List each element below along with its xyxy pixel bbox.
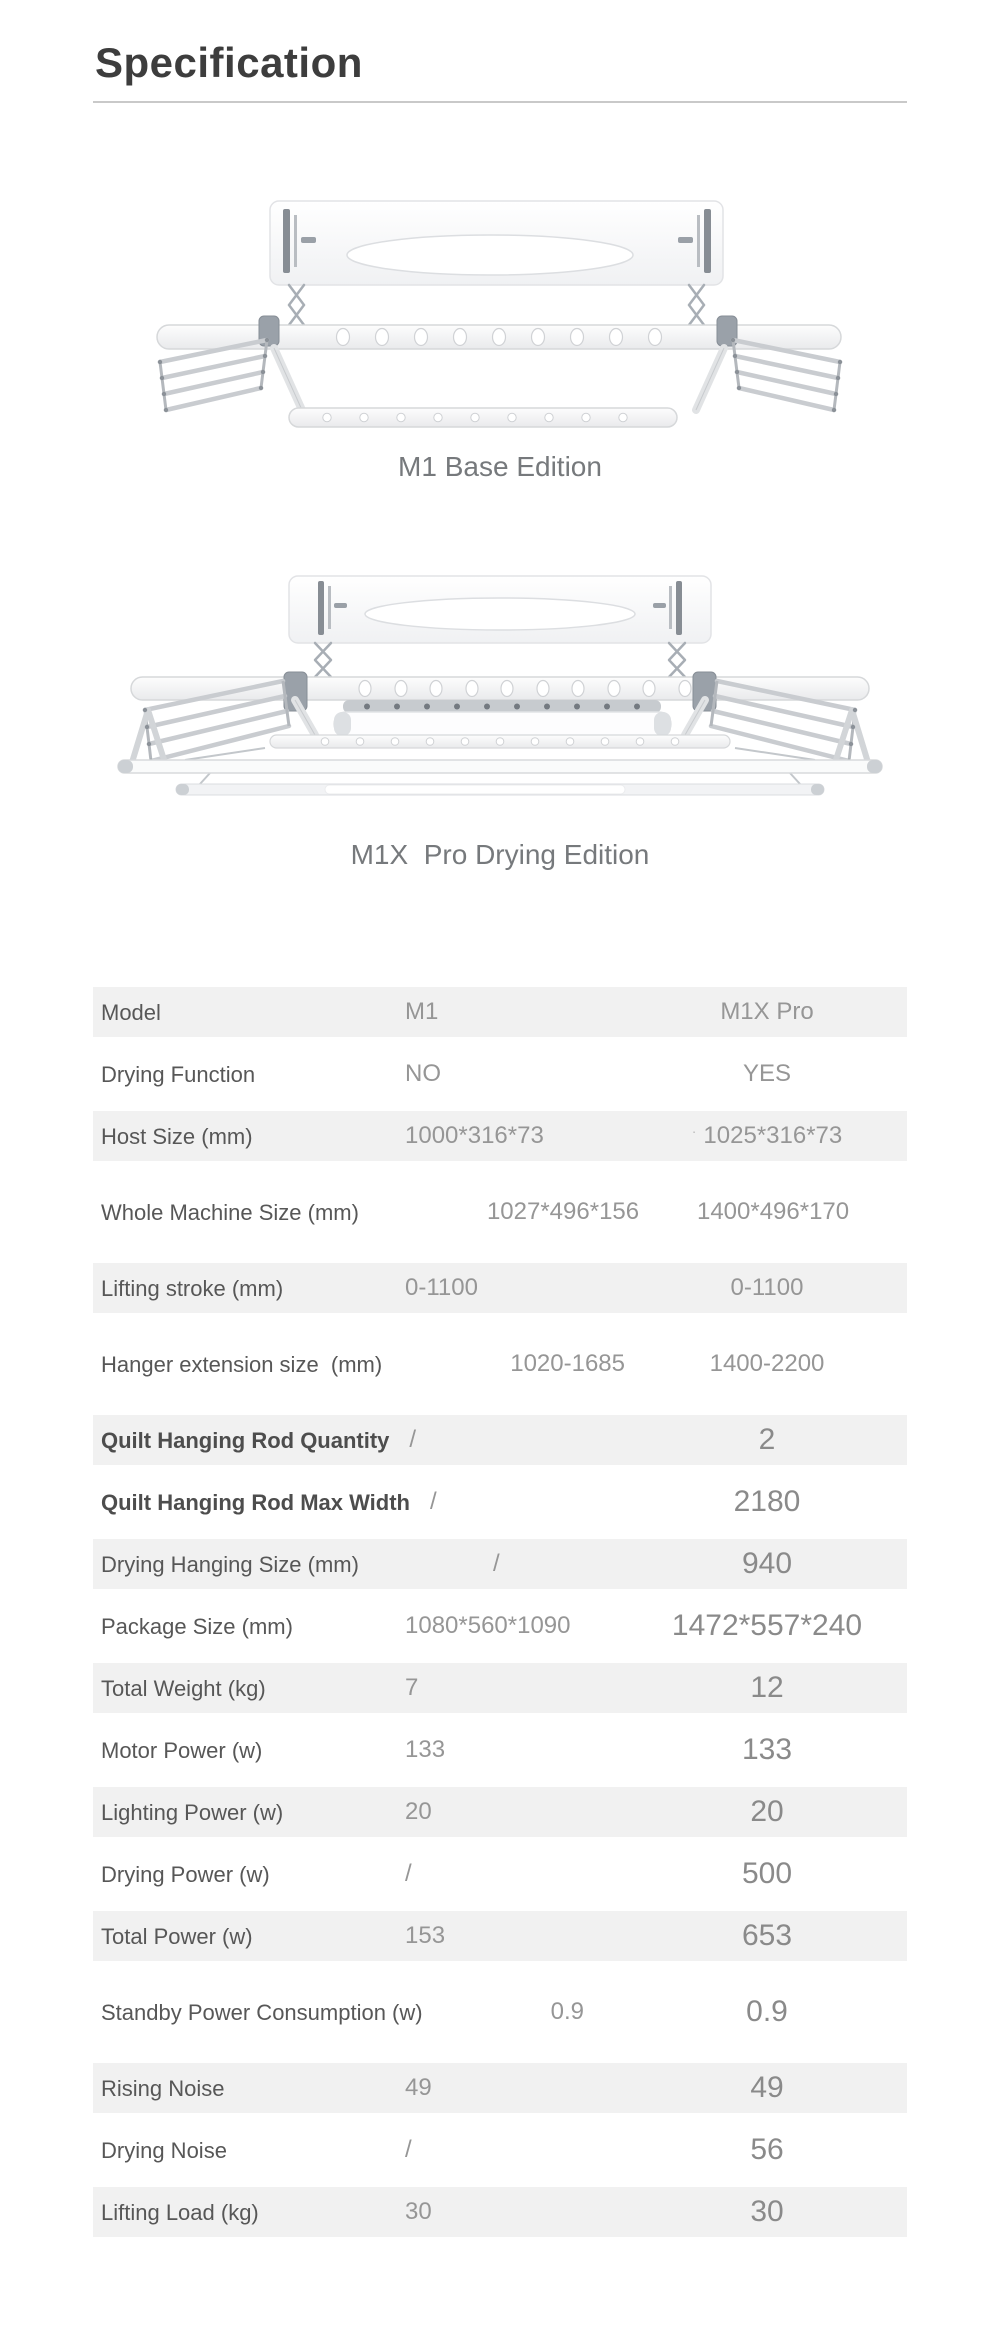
spec-row	[93, 1781, 907, 1843]
spec-value-pro-text: 1400-2200	[709, 1350, 825, 1377]
spec-value-pro	[627, 1274, 907, 1302]
stray-tick-mark: ·	[691, 1123, 697, 1139]
spec-value-pro	[627, 1350, 907, 1378]
spec-value-m1: /	[405, 1860, 412, 1887]
spec-row-label: Drying Hanging Size (mm)	[101, 1551, 359, 1577]
spec-row-label: Quilt Hanging Rod Quantity	[101, 1427, 390, 1453]
spec-value-pro-text: 2	[758, 1423, 776, 1456]
spec-row-label: Lifting stroke (mm)	[101, 1275, 284, 1301]
spec-value-m1: 49	[405, 2074, 432, 2101]
spec-row	[93, 1105, 907, 1167]
spec-value-pro-text: YES	[742, 1060, 792, 1087]
spec-row-label: Quilt Hanging Rod Max Width	[101, 1489, 410, 1515]
spec-row	[93, 2181, 907, 2243]
spec-row-label: Whole Machine Size (mm)	[101, 1199, 359, 1225]
spec-row	[93, 1595, 907, 1657]
spec-row	[93, 2057, 907, 2119]
spec-value-m1: 30	[405, 2198, 432, 2225]
spec-value-pro-text: 56	[750, 2133, 784, 2166]
spec-value-m1: NO	[405, 1060, 441, 1087]
spec-row	[93, 1719, 907, 1781]
spec-value-pro	[627, 1060, 907, 1088]
specification-section	[93, 0, 907, 2243]
spec-value-pro-text: 2180	[733, 1485, 801, 1518]
spec-value-m1: /	[493, 1550, 500, 1577]
spec-row-label: Motor Power (w)	[101, 1737, 263, 1763]
spec-row	[93, 1905, 907, 1967]
spec-value-pro-text: 1025*316*73	[703, 1122, 843, 1149]
spec-value-pro-text: 0.9	[746, 1995, 788, 2028]
spec-value-pro	[627, 1609, 907, 1643]
spec-value-pro-text: 940	[741, 1547, 793, 1580]
spec-value-pro	[627, 2071, 907, 2105]
spec-value-m1: /	[430, 1488, 437, 1515]
spec-row-label: Total Power (w)	[101, 1923, 253, 1949]
spec-value-m1: 1000*316*73	[405, 1122, 544, 1149]
spec-row-label: Standby Power Consumption (w)	[101, 1999, 423, 2025]
spec-value-pro	[627, 1733, 907, 1767]
spec-row-label: Drying Noise	[101, 2137, 227, 2163]
spec-value-pro	[627, 1485, 907, 1519]
spec-value-m1: 153	[405, 1922, 446, 1949]
spec-row-label: Hanger extension size (mm)	[101, 1351, 383, 1377]
spec-value-pro	[627, 1547, 907, 1581]
spec-value-m1: 0-1100	[405, 1274, 478, 1301]
spec-value-pro-text: 1472*557*240	[671, 1609, 863, 1642]
spec-row-label: Package Size (mm)	[101, 1613, 293, 1639]
spec-value-m1: 20	[405, 1798, 432, 1825]
spec-row-label: Lighting Power (w)	[101, 1799, 284, 1825]
spec-row-label: Drying Power (w)	[101, 1861, 270, 1887]
spec-value-m1: /	[405, 2136, 412, 2163]
spec-row	[93, 1843, 907, 1905]
spec-row-label: Rising Noise	[101, 2075, 225, 2101]
spec-row	[93, 1967, 907, 2057]
spec-row	[93, 1409, 907, 1471]
m1x-pro-drying-edition-illustration	[115, 569, 885, 809]
spec-value-m1: 1020-1685	[510, 1350, 625, 1377]
spec-row	[93, 1167, 907, 1257]
spec-value-pro-text: 49	[750, 2071, 784, 2104]
spec-row-label: Model	[101, 999, 161, 1025]
spec-value-pro-text: 20	[750, 1795, 784, 1828]
m1-caption: M1 Base Edition	[398, 451, 602, 482]
spec-value-m1: 133	[405, 1736, 446, 1763]
m1x-pro-caption: M1X Pro Drying Edition	[350, 839, 650, 870]
spec-row	[93, 1257, 907, 1319]
m1-base-edition-illustration	[155, 199, 845, 429]
section-header	[93, 0, 907, 103]
spec-value-pro-text: 653	[741, 1919, 793, 1952]
spec-value-pro	[627, 2195, 907, 2229]
spec-value-pro	[627, 1795, 907, 1829]
spec-value-pro	[627, 1122, 907, 1150]
spec-value-pro-text: 133	[741, 1733, 793, 1766]
spec-value-m1: M1	[405, 998, 439, 1025]
spec-value-m1: 7	[405, 1674, 419, 1701]
spec-row	[93, 1533, 907, 1595]
spec-value-pro	[627, 2133, 907, 2167]
spec-value-pro-text: 12	[750, 1671, 784, 1704]
spec-row	[93, 1043, 907, 1105]
spec-value-pro-text: 500	[741, 1857, 793, 1890]
m1x-pro-product-figure	[93, 569, 907, 809]
spec-value-pro-text: 30	[750, 2195, 784, 2228]
spec-value-pro	[639, 1198, 907, 1226]
spec-value-pro-text: 0-1100	[730, 1274, 804, 1301]
m1-product-figure	[93, 199, 907, 429]
spec-value-pro	[627, 1857, 907, 1891]
spec-row-label: Lifting Load (kg)	[101, 2199, 259, 2225]
spec-row	[93, 2119, 907, 2181]
specification-table	[93, 981, 907, 2243]
spec-row	[93, 1657, 907, 1719]
spec-row	[93, 1319, 907, 1409]
spec-row-label: Host Size (mm)	[101, 1123, 253, 1149]
spec-row	[93, 981, 907, 1043]
page-title: Specification	[95, 39, 363, 86]
spec-value-pro	[627, 1919, 907, 1953]
spec-value-pro	[627, 998, 907, 1026]
spec-row	[93, 1471, 907, 1533]
spec-row-label: Drying Function	[101, 1061, 256, 1087]
spec-value-m1: 1027*496*156	[486, 1198, 640, 1225]
spec-value-m1: 1080*560*1090	[405, 1612, 571, 1639]
spec-value-m1: 0.9	[550, 1998, 584, 2025]
spec-value-m1: /	[409, 1426, 417, 1453]
spec-row-label: Total Weight (kg)	[101, 1675, 266, 1701]
spec-value-pro	[627, 1671, 907, 1705]
spec-value-pro	[627, 1423, 907, 1457]
spec-value-pro	[627, 1995, 907, 2029]
spec-value-pro-text: 1400*496*170	[696, 1198, 850, 1225]
spec-value-pro-text: M1X Pro	[720, 998, 814, 1025]
